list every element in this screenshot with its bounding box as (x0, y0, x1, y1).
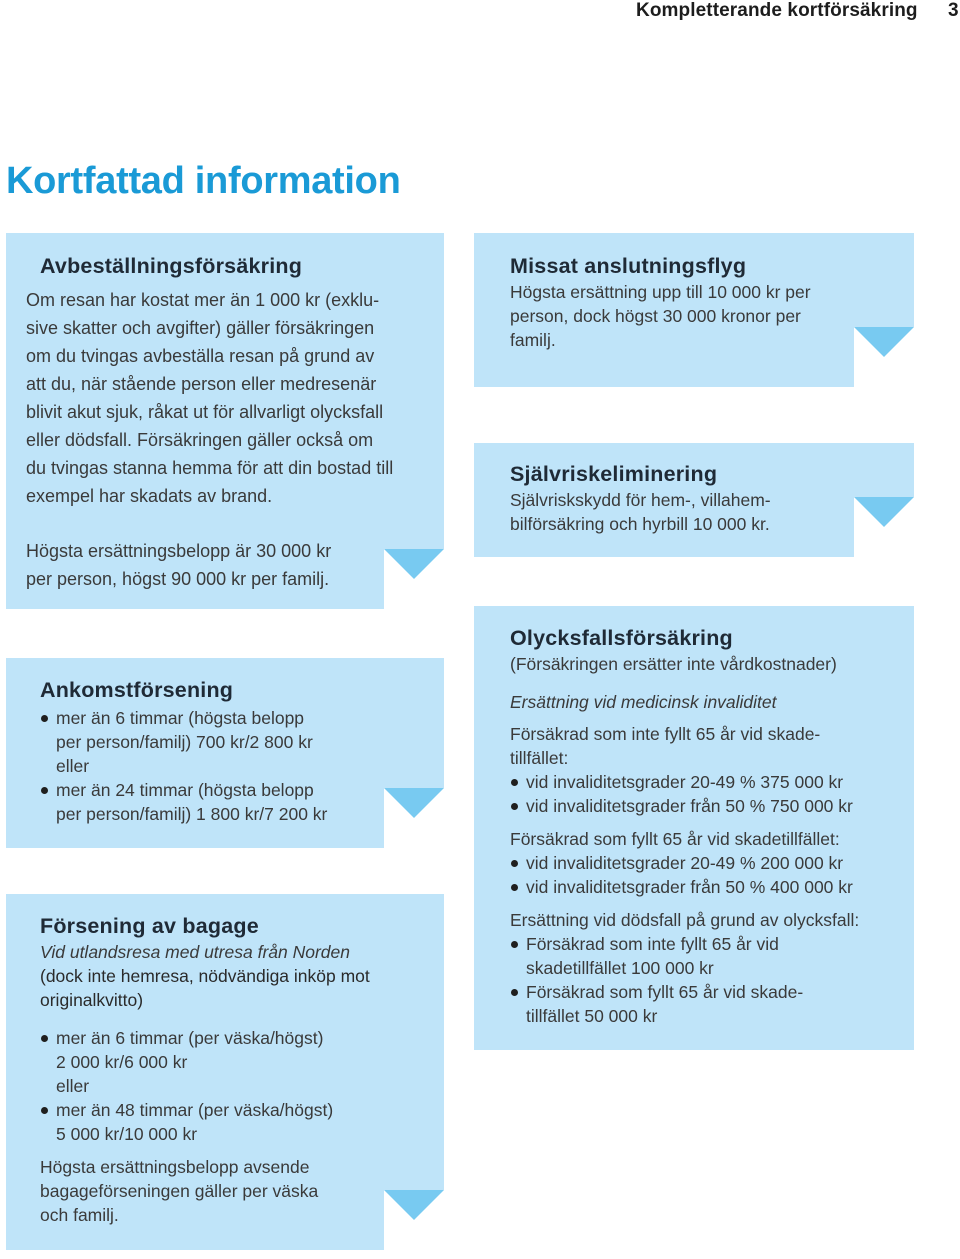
page-title: Kortfattad information (6, 160, 401, 202)
page-fold-corner (384, 1190, 444, 1250)
list-item: mer än 48 timmar (per väska/högst) 5 000 kr/10 000 kr (40, 1098, 424, 1146)
card-bagage (6, 894, 444, 1250)
page-fold-corner (384, 788, 444, 848)
list-item: vid invaliditetsgrader 20-49 % 200 000 kr (510, 851, 894, 875)
text-line: tillfället: (510, 748, 569, 768)
text-line: om du tvingas avbeställa resan på grund av (26, 346, 375, 366)
text-line: blivit akut sjuk, råkat ut för allvarligt olycksfall (26, 402, 384, 422)
list-item: mer än 6 timmar (högsta belopp per person/familj) 700 kr/2 800 kr (40, 706, 424, 754)
subtitle: (Försäkringen ersätter inte vårdkostnader) (510, 654, 837, 674)
text-line: familj. (510, 330, 556, 350)
list-item: vid invaliditetsgrader från 50 % 750 000 kr (510, 794, 894, 818)
text-line: du tvingas stanna hemma för att din bostad till (26, 458, 394, 478)
card-title: Ankomstförsening (40, 678, 234, 702)
text-line: Ersättning vid dödsfall på grund av olycksfall: (510, 910, 860, 930)
text-line: bagageförseningen gäller per väska (40, 1181, 319, 1201)
list-item: mer än 24 timmar (högsta belopp per person/familj) 1 800 kr/7 200 kr (40, 778, 424, 826)
text-line: person, dock högst 30 000 kronor per (510, 306, 801, 326)
text-line: exempel har skadats av brand. (26, 486, 273, 506)
text-line: eller (56, 1076, 90, 1096)
list-item: vid invaliditetsgrader 20-49 % 375 000 kr (510, 770, 894, 794)
text-line: Försäkrad som inte fyllt 65 år vid skade- (510, 724, 821, 744)
card-title: Missat anslutningsflyg (510, 254, 747, 278)
text-line: eller dödsfall. Försäkringen gäller också om (26, 430, 374, 450)
card-olycksfallsforsakring (474, 606, 914, 1050)
card-title: Olycksfallsförsäkring (510, 626, 733, 650)
text-line: (dock inte hemresa, nödvändiga inköp mot (40, 966, 370, 986)
text-line: Försäkrad som fyllt 65 år vid skadetillfället: (510, 829, 840, 849)
text-line: sive skatter och avgifter) gäller försäkringen (26, 318, 375, 338)
page-fold-corner (384, 549, 444, 609)
card-title: Självriskeliminering (510, 462, 718, 486)
text-line: att du, när stående person eller medresenär (26, 374, 377, 394)
text-line: Om resan har kostat mer än 1 000 kr (exklu- (26, 290, 380, 310)
section-heading: Ersättning vid medicinsk invaliditet (510, 692, 777, 712)
card-title: Avbeställningsförsäkring (40, 254, 303, 278)
card-ankomstforsening (6, 658, 444, 848)
running-header-title: Kompletterande kortförsäkring (636, 0, 918, 21)
text-line: Högsta ersättningsbelopp är 30 000 kr (26, 541, 332, 561)
text-line: eller (56, 756, 90, 776)
text-line: Självriskskydd för hem-, villahem- (510, 490, 771, 510)
card-sjalvriskeliminering (474, 443, 914, 557)
page-number: 3 (948, 0, 959, 21)
list-item: vid invaliditetsgrader från 50 % 400 000 kr (510, 875, 894, 899)
text-line: och familj. (40, 1205, 119, 1225)
list-item: mer än 6 timmar (per väska/högst) 2 000 kr/6 000 kr (40, 1026, 424, 1074)
text-line: per person, högst 90 000 kr per familj. (26, 569, 330, 589)
card-avbestallning (6, 233, 444, 609)
text-line: originalkvitto) (40, 990, 144, 1010)
card-missat-anslutningsflyg (474, 233, 914, 387)
text-line: Högsta ersättning upp till 10 000 kr per (510, 282, 811, 302)
list-item: Försäkrad som inte fyllt 65 år vid skadetillfället 100 000 kr (510, 932, 894, 980)
text-line: bilförsäkring och hyrbill 10 000 kr. (510, 514, 770, 534)
page-fold-corner (854, 327, 914, 387)
list-item: Försäkrad som fyllt 65 år vid skade- tillfället 50 000 kr (510, 980, 894, 1028)
page-fold-corner (854, 497, 914, 557)
text-line: Högsta ersättningsbelopp avsende (40, 1157, 310, 1177)
card-title: Försening av bagage (40, 914, 259, 938)
subtitle: Vid utlandsresa med utresa från Norden (40, 942, 350, 962)
